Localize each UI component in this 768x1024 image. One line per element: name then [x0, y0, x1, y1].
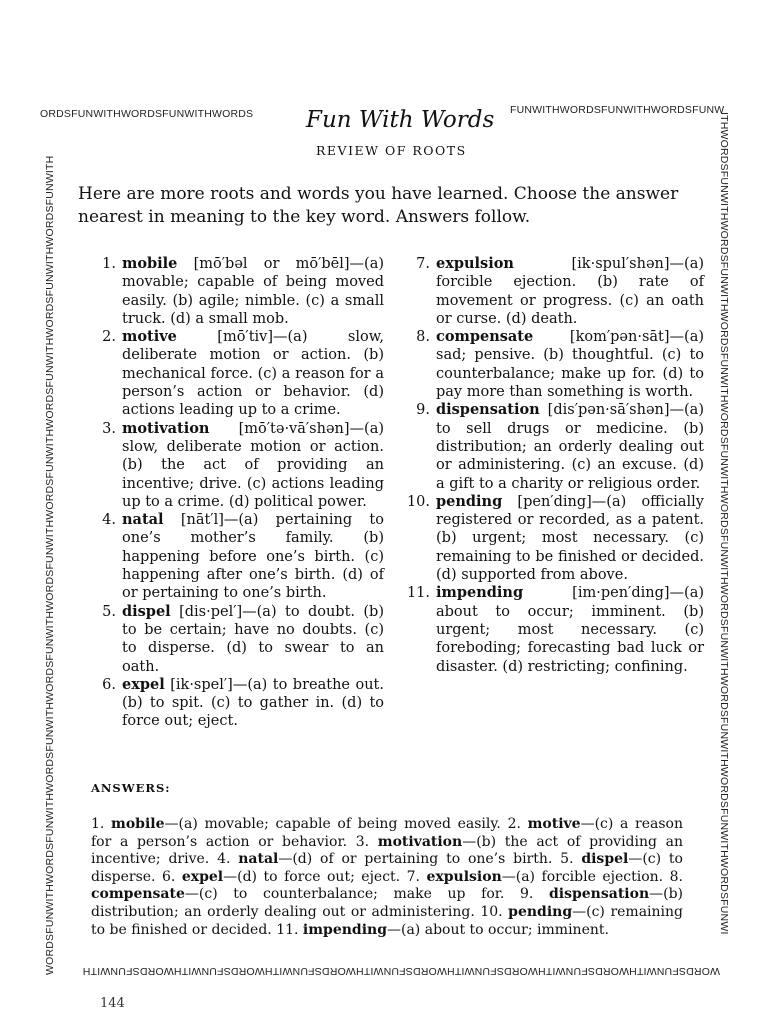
question-item [88, 420, 384, 511]
answer-number: 8. [669, 868, 683, 885]
answer-number: 3. [355, 833, 370, 850]
question-number: 2. [102, 329, 116, 346]
question-body [436, 255, 704, 328]
answer-word: expulsion [426, 868, 502, 885]
answer-text: —(c) remaining to be finished or decided. [91, 903, 683, 938]
question-number: 10. [406, 493, 430, 510]
question-item [402, 584, 704, 675]
question-text: [mō′tə·vā′shən]—(a) slow, deliberate motion or action. (b) the act of providing an incentive; drive. (c) actions leading up to a crime. (d) political power. [122, 420, 384, 510]
answer-word: pending [508, 903, 573, 920]
answer-text: —(d) to force out; eject. [223, 868, 401, 885]
question-number: 8. [416, 329, 430, 346]
intro-paragraph: Here are more roots and words you have learned. Choose the answer nearest in meaning to the key word. Answers follow. [78, 184, 679, 227]
answers-heading: ANSWERS: [91, 781, 171, 795]
key-word: pending [436, 492, 503, 510]
question-body [436, 328, 704, 401]
question-body [122, 603, 384, 676]
question-item [402, 493, 704, 584]
page-title: Fun With Words [306, 107, 495, 133]
questions-right-column [402, 255, 704, 676]
question-body [436, 493, 704, 584]
key-word: motivation [122, 419, 210, 437]
border-text-left: WORDSFUNWITHWORDSFUNWITHWORDSFUNWITHWORDSFUNWITHWORDSFUNWITHWORDSFUNWITHWORDSFUNWITHWORDSFUNWITHWORDSFUNWITH [44, 155, 56, 975]
answer-word: expel [181, 868, 224, 885]
key-word: impending [436, 584, 524, 602]
answer-number: 9. [520, 886, 534, 903]
question-text: [ik·spel′]—(a) to breathe out. (b) to spit. (c) to gather in. (d) to force out; eject. [122, 676, 384, 730]
page-number: 144 [100, 996, 125, 1011]
question-body [122, 328, 384, 419]
answer-word: impending [302, 921, 387, 938]
answer-word: dispensation [549, 886, 650, 903]
border-text-bottom: WORDSFUNWITHWORDSFUNWITHWORDSFUNWITHWORDSFUNWITHWORDSFUNWITHWORDSFUNWITHWORDSFUNWITH [82, 965, 720, 977]
answer-text: —(b) distribution; an orderly dealing out or administering. [91, 886, 684, 920]
key-word: dispel [122, 602, 171, 620]
answer-text: —(c) to disperse. [91, 851, 683, 885]
question-number: 6. [102, 676, 116, 693]
question-item [88, 328, 384, 419]
question-item [88, 511, 384, 602]
answer-word: natal [238, 851, 279, 868]
answer-number: 1. [91, 816, 105, 832]
border-text-top-left: ORDSFUNWITHWORDSFUNWITHWORDS [40, 108, 254, 120]
key-word: expulsion [436, 255, 514, 272]
question-text: [dis′pən·sā′shən]—(a) to sell drugs or medicine. (b) distribution; an orderly dealing out or administering. (c) an excuse. (d) a gift to a charity or religious order. [436, 402, 704, 492]
answer-number: 5. [560, 851, 574, 868]
question-number: 7. [416, 256, 430, 272]
answer-text: —(c) to counterbalance; make up for. [184, 886, 505, 903]
question-body [436, 401, 704, 492]
question-body [436, 584, 704, 675]
answer-number: 10. [480, 903, 503, 920]
question-text: [ik·spul′shən]—(a) forcible ejection. (b) rate of movement or progress. (c) an oath or curse. (d) death. [436, 256, 704, 327]
question-text: [mō′tiv]—(a) slow, deliberate motion or action. (b) mechanical force. (c) a reason for a person’s action or behavior. (d) actions leading up to a crime. [122, 329, 384, 419]
answer-word: dispel [581, 851, 629, 868]
answer-text: —(a) movable; capable of being moved easily. [164, 816, 501, 832]
answer-word: motive [527, 816, 581, 832]
question-item [88, 255, 384, 328]
question-body [122, 255, 384, 328]
key-word: expel [122, 675, 165, 693]
question-text: [kom′pən·sāt]—(a) sad; pensive. (b) thoughtful. (c) to counterbalance; make up for. (d) to pay more than something is worth. [436, 329, 704, 401]
border-text-top-right: FUNWITHWORDSFUNWITHWORDSFUNW [510, 104, 725, 116]
answer-number: 6. [161, 868, 176, 885]
question-number: 1. [102, 256, 116, 272]
answer-text: —(c) a reason for a person’s action or behavior. [91, 816, 683, 850]
question-body [122, 420, 384, 511]
question-item [402, 328, 704, 401]
question-body [122, 511, 384, 602]
question-text: [dis·pel′]—(a) to doubt. (b) to be certain; have no doubts. (c) to disperse. (d) to swear to an oath. [122, 603, 384, 675]
key-word: mobile [122, 255, 178, 272]
answer-text: —(b) the act of providing an incentive; drive. [91, 833, 683, 868]
question-number: 11. [406, 585, 430, 602]
question-number: 5. [102, 603, 116, 620]
answer-word: compensate [91, 886, 185, 903]
key-word: dispensation [436, 401, 540, 419]
question-text: [im·pen′ding]—(a) about to occur; imminent. (b) urgent; most necessary. (c) foreboding; forecasting bad luck or disaster. (d) restricting; confining. [436, 585, 704, 675]
key-word: motive [122, 328, 177, 346]
question-number: 4. [102, 512, 116, 529]
question-number: 9. [416, 402, 430, 419]
answer-word: motivation [377, 833, 463, 850]
answer-text: —(a) about to occur; imminent. [387, 921, 609, 938]
answer-text: —(a) forcible ejection. [501, 868, 664, 885]
questions-left-column [88, 255, 384, 731]
answer-word: mobile [111, 816, 165, 832]
key-word: compensate [436, 328, 534, 346]
answers-paragraph [91, 816, 683, 939]
question-text: [pen′ding]—(a) officially registered or recorded, as a patent. (b) urgent; most necessary. (c) remaining to be finished or decided. (d) supported from above. [436, 493, 704, 584]
border-text-right: ITHWORDSFUNWITHWORDSFUNWITHWORDSFUNWITHWORDSFUNWITHWORDSFUNWITHWORDSFUNWITHWORDSFUNWITHWORDSFUNWITHWORDSFUNWI [718, 112, 730, 935]
question-text: [nāt′l]—(a) pertaining to one’s mother’s family. (b) happening before one’s birth. (c) happening after one’s birth. (d) of or pertaining to one’s birth. [122, 512, 384, 602]
question-item [88, 603, 384, 676]
question-item [402, 255, 704, 328]
question-text: [mō′bəl or mō′bēl]—(a) movable; capable of being moved easily. (b) agile; nimble. (c) a small truck. (d) a small mob. [122, 256, 384, 327]
answer-number: 4. [217, 851, 231, 868]
key-word: natal [122, 511, 164, 529]
answer-number: 11. [276, 921, 299, 938]
answer-number: 2. [507, 816, 521, 832]
question-body [122, 676, 384, 731]
question-item [402, 401, 704, 492]
question-number: 3. [102, 420, 116, 437]
page-subtitle: REVIEW OF ROOTS [316, 143, 467, 158]
answer-text: —(d) of or pertaining to one’s birth. [278, 851, 553, 868]
answer-number: 7. [406, 868, 420, 885]
question-item [88, 676, 384, 731]
